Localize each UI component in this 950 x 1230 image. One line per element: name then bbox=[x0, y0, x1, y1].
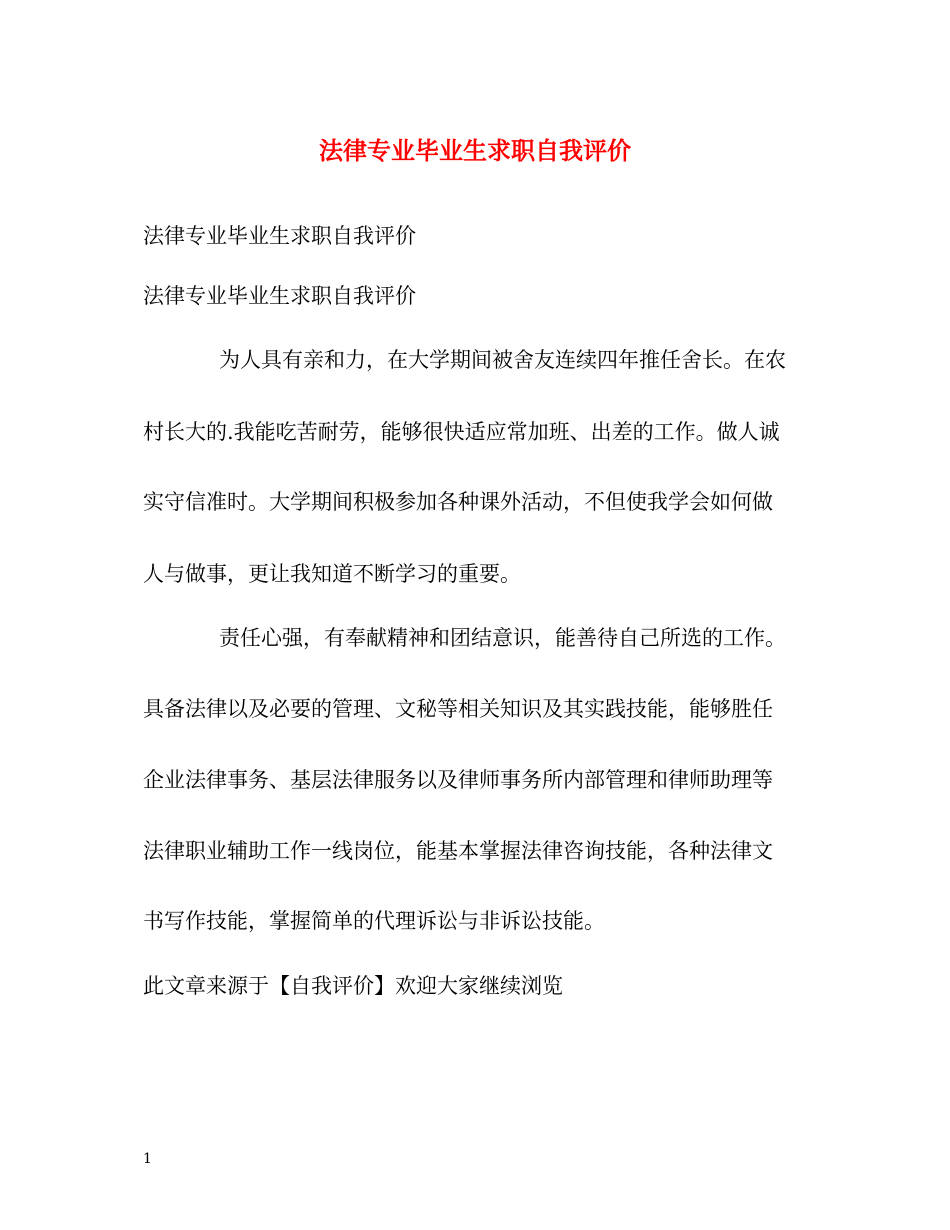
paragraph-line: 责任心强，有奉献精神和团结意识，能善待自己所选的工作。 bbox=[219, 626, 786, 650]
document-title: 法律专业毕业生求职自我评价 bbox=[319, 136, 631, 165]
source-note: 此文章来源于【自我评价】欢迎大家继续浏览 bbox=[143, 974, 563, 998]
paragraph-line: 书写作技能，掌握简单的代理诉讼与非诉讼技能。 bbox=[143, 909, 605, 933]
paragraph-line: 为人具有亲和力，在大学期间被舍友连续四年推任舍长。在农 bbox=[219, 348, 786, 372]
subtitle-line-1: 法律专业毕业生求职自我评价 bbox=[143, 224, 416, 248]
page-number: 1 bbox=[143, 1151, 152, 1167]
paragraph-line: 法律职业辅助工作一线岗位，能基本掌握法律咨询技能，各种法律文 bbox=[143, 839, 773, 863]
subtitle-line-2: 法律专业毕业生求职自我评价 bbox=[143, 284, 416, 308]
paragraph-line: 村长大的.我能吃苦耐劳，能够很快适应常加班、出差的工作。做人诚 bbox=[143, 420, 780, 444]
paragraph-line: 具备法律以及必要的管理、文秘等相关知识及其实践技能，能够胜任 bbox=[143, 697, 773, 721]
paragraph-line: 人与做事，更让我知道不断学习的重要。 bbox=[143, 562, 521, 586]
paragraph-line: 实守信准时。大学期间积极参加各种课外活动，不但使我学会如何做 bbox=[143, 490, 773, 514]
paragraph-line: 企业法律事务、基层法律服务以及律师事务所内部管理和律师助理等 bbox=[143, 768, 773, 792]
